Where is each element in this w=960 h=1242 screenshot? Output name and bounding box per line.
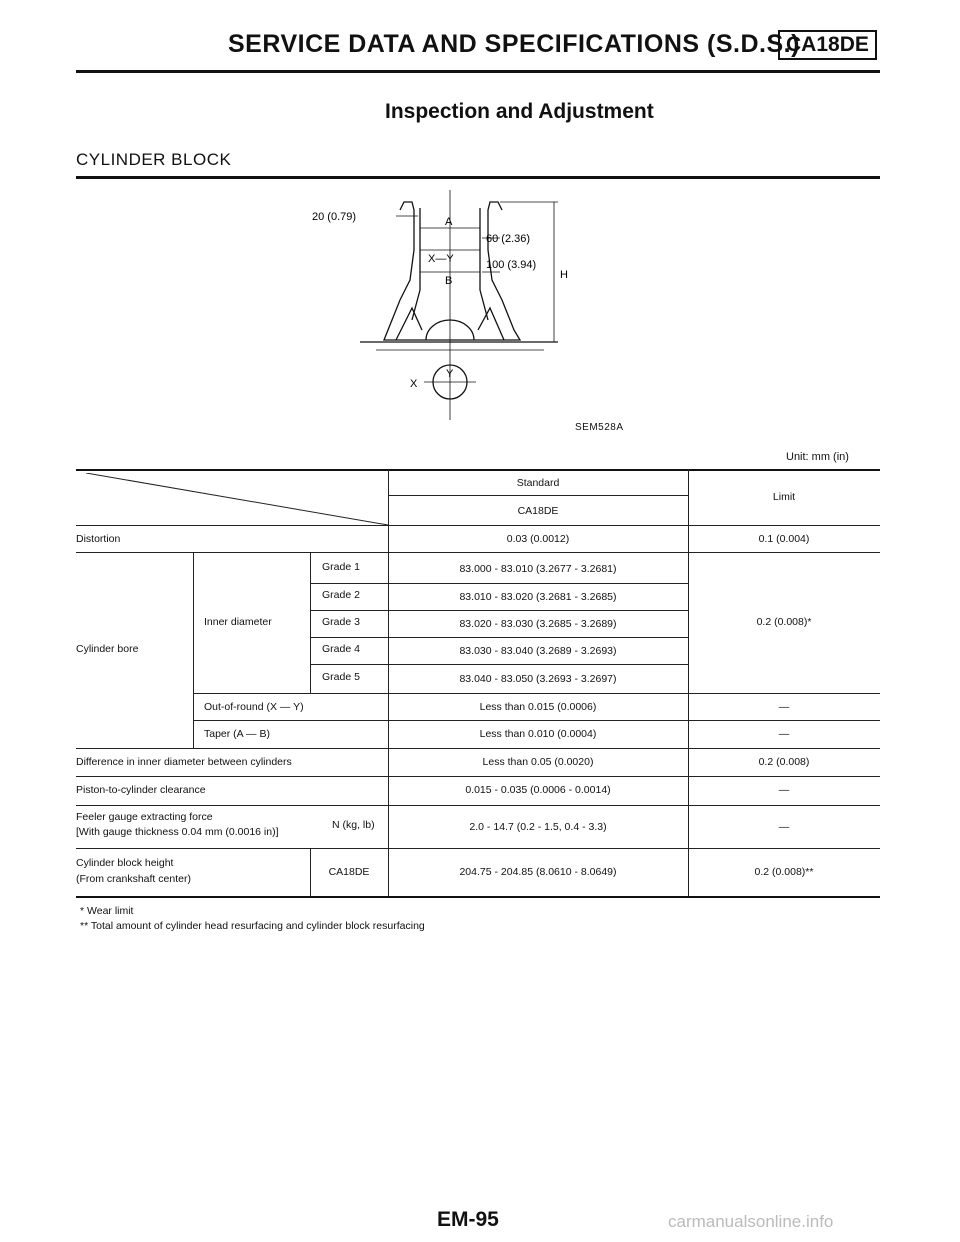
fig-label-100: 100 (3.94) <box>486 259 537 271</box>
clearance-limit: — <box>778 784 790 796</box>
note-wear: * Wear limit <box>80 905 134 917</box>
distortion-label: Distortion <box>76 533 121 545</box>
taper-standard: Less than 0.010 (0.0004) <box>479 728 597 740</box>
difference-standard: Less than 0.05 (0.0020) <box>482 756 594 768</box>
height-limit: 0.2 (0.008)** <box>754 866 814 878</box>
grade-4-value: 83.030 - 83.040 (3.2689 - 3.2693) <box>459 645 617 657</box>
height-label-line2: (From crankshaft center) <box>76 873 191 885</box>
cylinder-bore-label: Cylinder bore <box>76 643 139 655</box>
page-number: EM-95 <box>437 1208 499 1231</box>
fig-label-b: B <box>445 275 453 287</box>
taper-label: Taper (A — B) <box>204 728 270 740</box>
clearance-label: Piston-to-cylinder clearance <box>76 784 206 796</box>
cylinder-block-figure <box>300 190 600 420</box>
grade-1-label: Grade 1 <box>322 561 360 573</box>
height-standard: 204.75 - 204.85 (8.0610 - 8.0649) <box>459 866 617 878</box>
fig-label-a: A <box>445 216 453 228</box>
height-engine: CA18DE <box>328 866 370 878</box>
height-label-line1: Cylinder block height <box>76 857 174 869</box>
feeler-unit: N (kg, lb) <box>332 819 375 831</box>
block-rule <box>76 176 880 179</box>
grade-3-label: Grade 3 <box>322 616 360 628</box>
feeler-label-line2: [With gauge thickness 0.04 mm (0.0016 in)] <box>76 826 279 838</box>
figure-code: SEM528A <box>575 422 624 433</box>
inner-diameter-label: Inner diameter <box>204 616 272 628</box>
header-engine: CA18DE <box>517 505 559 517</box>
section-title: Inspection and Adjustment <box>385 100 654 123</box>
out-of-round-limit: — <box>778 701 790 713</box>
out-of-round-label: Out-of-round (X — Y) <box>204 701 304 713</box>
inner-diameter-limit: 0.2 (0.008)* <box>756 616 812 628</box>
grade-5-value: 83.040 - 83.050 (3.2693 - 3.2697) <box>459 673 617 685</box>
feeler-standard: 2.0 - 14.7 (0.2 - 1.5, 0.4 - 3.3) <box>469 821 607 833</box>
taper-limit: — <box>778 728 790 740</box>
fig-label-y: Y <box>446 368 454 380</box>
clearance-standard: 0.015 - 0.035 (0.0006 - 0.0014) <box>465 784 611 796</box>
feeler-label-line1: Feeler gauge extracting force <box>76 811 213 823</box>
out-of-round-standard: Less than 0.015 (0.0006) <box>479 701 597 713</box>
distortion-limit: 0.1 (0.004) <box>758 533 810 545</box>
difference-label: Difference in inner diameter between cylinders <box>76 756 292 768</box>
grade-2-value: 83.010 - 83.020 (3.2681 - 3.2685) <box>459 591 617 603</box>
fig-label-xy: X—Y <box>428 253 454 265</box>
grade-2-label: Grade 2 <box>322 589 360 601</box>
grade-1-value: 83.000 - 83.010 (3.2677 - 3.2681) <box>459 563 617 575</box>
grade-5-label: Grade 5 <box>322 671 360 683</box>
engine-badge: CA18DE <box>778 30 877 60</box>
unit-label: Unit: mm (in) <box>786 451 849 463</box>
fig-label-20: 20 (0.79) <box>312 211 357 223</box>
spec-table <box>76 469 880 899</box>
distortion-standard: 0.03 (0.0012) <box>506 533 570 545</box>
block-title: CYLINDER BLOCK <box>76 150 232 169</box>
grade-3-value: 83.020 - 83.030 (3.2685 - 3.2689) <box>459 618 617 630</box>
header-limit: Limit <box>772 491 796 503</box>
header-rule <box>76 70 880 73</box>
header-diagonal <box>86 473 388 525</box>
header-standard: Standard <box>516 477 560 489</box>
note-total: ** Total amount of cylinder head resurfacing and cylinder block resurfacing <box>80 920 425 932</box>
page-header-title: SERVICE DATA AND SPECIFICATIONS (S.D.S.) <box>228 30 800 58</box>
feeler-limit: — <box>778 821 790 833</box>
watermark: carmanualsonline.info <box>668 1212 834 1231</box>
grade-4-label: Grade 4 <box>322 643 360 655</box>
fig-label-60: 60 (2.36) <box>486 233 531 245</box>
fig-label-x: X <box>410 378 418 390</box>
difference-limit: 0.2 (0.008) <box>758 756 810 768</box>
fig-label-h: H <box>560 269 568 281</box>
